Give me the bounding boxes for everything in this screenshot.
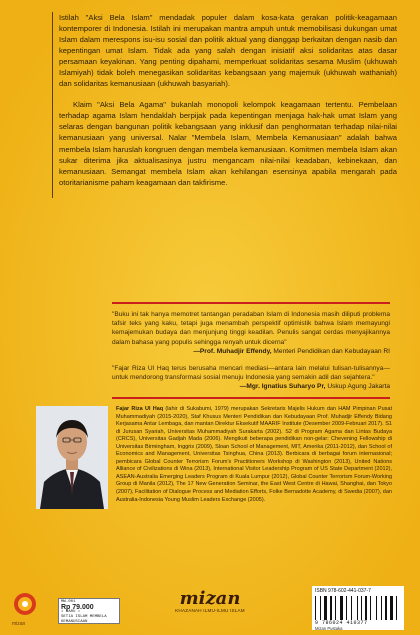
barcode-bar xyxy=(315,596,316,620)
blurb-paragraph-1: Istilah "Aksi Bela Islam" mendadak populer dalam kosa-kata gerakan politik-keagamaan kontemporer di Indonesia. Istilah ini merupakan mantra ampuh untuk memobilisasi dukungan umat Islam dalam merespons isu-isu sosial dan politik aktual yang dianggap berkaitan dengan nasib dan kepentingan umat Islam. Tidak ada yang salah dengan inisiatif aksi solidaritas atas dasar persamaan keyakinan. Yang penting dipahami, memperkuat solidaritas sesama Muslim (ukhuwah Islamiyah) tidak boleh menegasikan solidaritas kebangsaan yang majemuk (ukhuwah wathaniah) dan solidaritas kemanusiaan (ukhuwah basyariah). xyxy=(59,13,397,89)
barcode-bar xyxy=(353,596,356,620)
price-code: MW-001 xyxy=(61,600,76,604)
barcode-bar xyxy=(328,596,329,620)
barcode-bars xyxy=(315,596,401,620)
price: Rp 79.000 xyxy=(61,604,94,611)
endorsement-quote-1 xyxy=(112,310,390,356)
barcode-bar xyxy=(344,596,345,620)
barcode-bar xyxy=(337,596,339,620)
barcode-bar xyxy=(348,596,350,620)
price-title: SETIA ISLAM MEMBELA KEMANUSIAAN xyxy=(61,615,107,624)
endorsement-quote-2 xyxy=(112,364,390,392)
publisher-logo: mizan xyxy=(179,588,241,609)
barcode-bar xyxy=(396,596,397,620)
author-bio xyxy=(36,406,392,511)
barcode-bar xyxy=(351,596,352,620)
quote-text: "Fajar Riza Ul Haq terus berusaha mencari mediasi—antara lain melalui tulisan-tulisannya—untuk mendorong transformasi sosial menuju Indonesia yang semakin adil dan sejahtera." xyxy=(112,365,390,382)
barcode-bar xyxy=(365,596,367,620)
barcode-bar xyxy=(388,596,389,620)
price-note: • BARU • xyxy=(61,610,81,614)
barcode-bar xyxy=(394,596,395,620)
isbn-publisher: Mizan Pustaka xyxy=(315,626,343,631)
barcode-bar xyxy=(378,596,380,620)
barcode-bar xyxy=(324,596,327,620)
barcode-bar xyxy=(357,596,358,620)
isbn-barcode xyxy=(312,586,404,630)
barcode-bar xyxy=(390,596,393,620)
barcode-bar xyxy=(370,596,371,620)
isbn-digits: 9 786024 410377 xyxy=(315,620,368,626)
imprint-logo-label: mizan xyxy=(12,621,26,627)
quote-author-role: Uskup Agung Jakarta xyxy=(325,383,390,391)
endorsement-quotes xyxy=(112,310,390,400)
barcode-bar xyxy=(346,596,347,620)
barcode-bar xyxy=(335,596,336,620)
quote-author: —Mgr. Ignatius Suharyo Pr, xyxy=(239,383,326,391)
barcode-bar xyxy=(333,596,334,620)
publisher-tagline: KHAZANAH ILMU-ILMU ISLAM xyxy=(175,608,245,613)
barcode-bar xyxy=(368,596,369,620)
quotes-top-rule xyxy=(112,302,390,304)
barcode-bar xyxy=(376,596,377,620)
quote-author: —Prof. Muhadjir Effendy, xyxy=(193,347,272,355)
barcode-bar xyxy=(317,596,319,620)
barcode-bar xyxy=(385,596,387,620)
back-cover-blurb xyxy=(52,12,397,198)
quote-attribution xyxy=(112,347,390,356)
barcode-bar xyxy=(340,596,343,620)
isbn-label: ISBN 978-602-441-037-7 xyxy=(315,588,371,594)
author-photo xyxy=(36,406,108,509)
barcode-bar xyxy=(330,596,332,620)
barcode-bar xyxy=(363,596,364,620)
barcode-bar xyxy=(322,596,323,620)
barcode-bar xyxy=(383,596,384,620)
blurb-paragraph-2: Klaim "Aksi Bela Agama" bukanlah monopoli kelompok keagamaan tertentu. Pembelaan terhadap agama Islam hendaklah berpijak pada kepentingan menjaga hak-hak umat Islam yang selaras dengan bangunan politik kebangsaan yang inklusif dan penghormatan terhadap nilai-nilai kemanusiaan yang universal. Nalar "Membela Islam, Membela Kemanusiaan" adalah bahwa membela Islam haruslah kongruen dengan membela kemanusiaan. Komitmen membela Islam akan sukar diterima jika aktualisasinya justru mengancam nilai-nilai keadaban, kebinekaan, dan kemanusiaan. Semangat membela Islam akan kehilangan esensinya apabila mengarah pada otoritarianisme paham keagamaan dan takfirisme. xyxy=(59,100,397,187)
barcode-bar xyxy=(361,596,363,620)
barcode-bar xyxy=(320,596,321,620)
quote-author-role: Menteri Pendidikan dan Kebudayaan RI xyxy=(271,347,390,355)
quote-text: "Buku ini tak hanya memotret tantangan peradaban Islam di Indonesia masih diliputi problema tafsir teks yang kaku, tetapi juga menambah perspektif optimistik bahwa Islam memayungi kemajemukan budaya dan menjunjung tinggi keadilan. Penulis sangat cerdas menyajikannya dalam bahasa yang populis sehingga renyah untuk dicerna" xyxy=(112,311,390,346)
barcode-bar xyxy=(381,596,382,620)
author-name: Fajar Riza Ul Haq xyxy=(116,406,164,412)
barcode-bar xyxy=(372,596,375,620)
author-bio-text: (lahir di Sukabumi, 1979) merupakan Sekretaris Majelis Hukum dan HAM Pimpinan Pusat Muhammadiyah (2015-2020), Staf Khusus Menteri Pendidikan dan Kebudayaan Prof. Muhadjir Effendy Bidang Kerjasama Antar Lembaga, dan mantan Direktur Eksekutif MAARIF Institute (Desember 2009-Februari 2017). S1 di Jurusan Syariah, Universitas Muhammadiyah Surakarta (2002). S2 di Program Agama dan Lintas Budaya (CRCS), Universitas Gadjah Mada (2006). Mengikuti beberapa pendidikan non-gelar: Chevening Fellowship di Universitas Birmingham, Inggris (2009), Sloan School of Management, MIT, Amerika (2011-2012), dan School of Economics and Management, Universitas Tsinghua, China (2013). Berbicara di berbagai forum internasional; pembicara Global Counter Terrorism Forum's Practitioners Workshop di Washington (2013), United Nations Alliance of Civilizations di Wina (2013), International Visitor Leadership Program of US State Department (2012), ASEAN-Australia Emerging Leaders Program di Kuala Lumpur (2012), Global Counter Terrorism Forum-Working Group di Manila (2012), The 17 New Generation Seminar, the East West Centre di Hawai, Shanghai, dan Tokyo (2007), Facilitation of Dialogue Process and Mediation Efforts, Folke Bernadotte Academy, di Swedia (2007), dan Australia-Indonesia Young Muslim Leaders Exchange (2005). xyxy=(116,406,392,503)
barcode-bar xyxy=(359,596,360,620)
quotes-bottom-rule xyxy=(112,397,390,399)
barcode-bar xyxy=(398,596,400,620)
quote-attribution xyxy=(112,382,390,391)
